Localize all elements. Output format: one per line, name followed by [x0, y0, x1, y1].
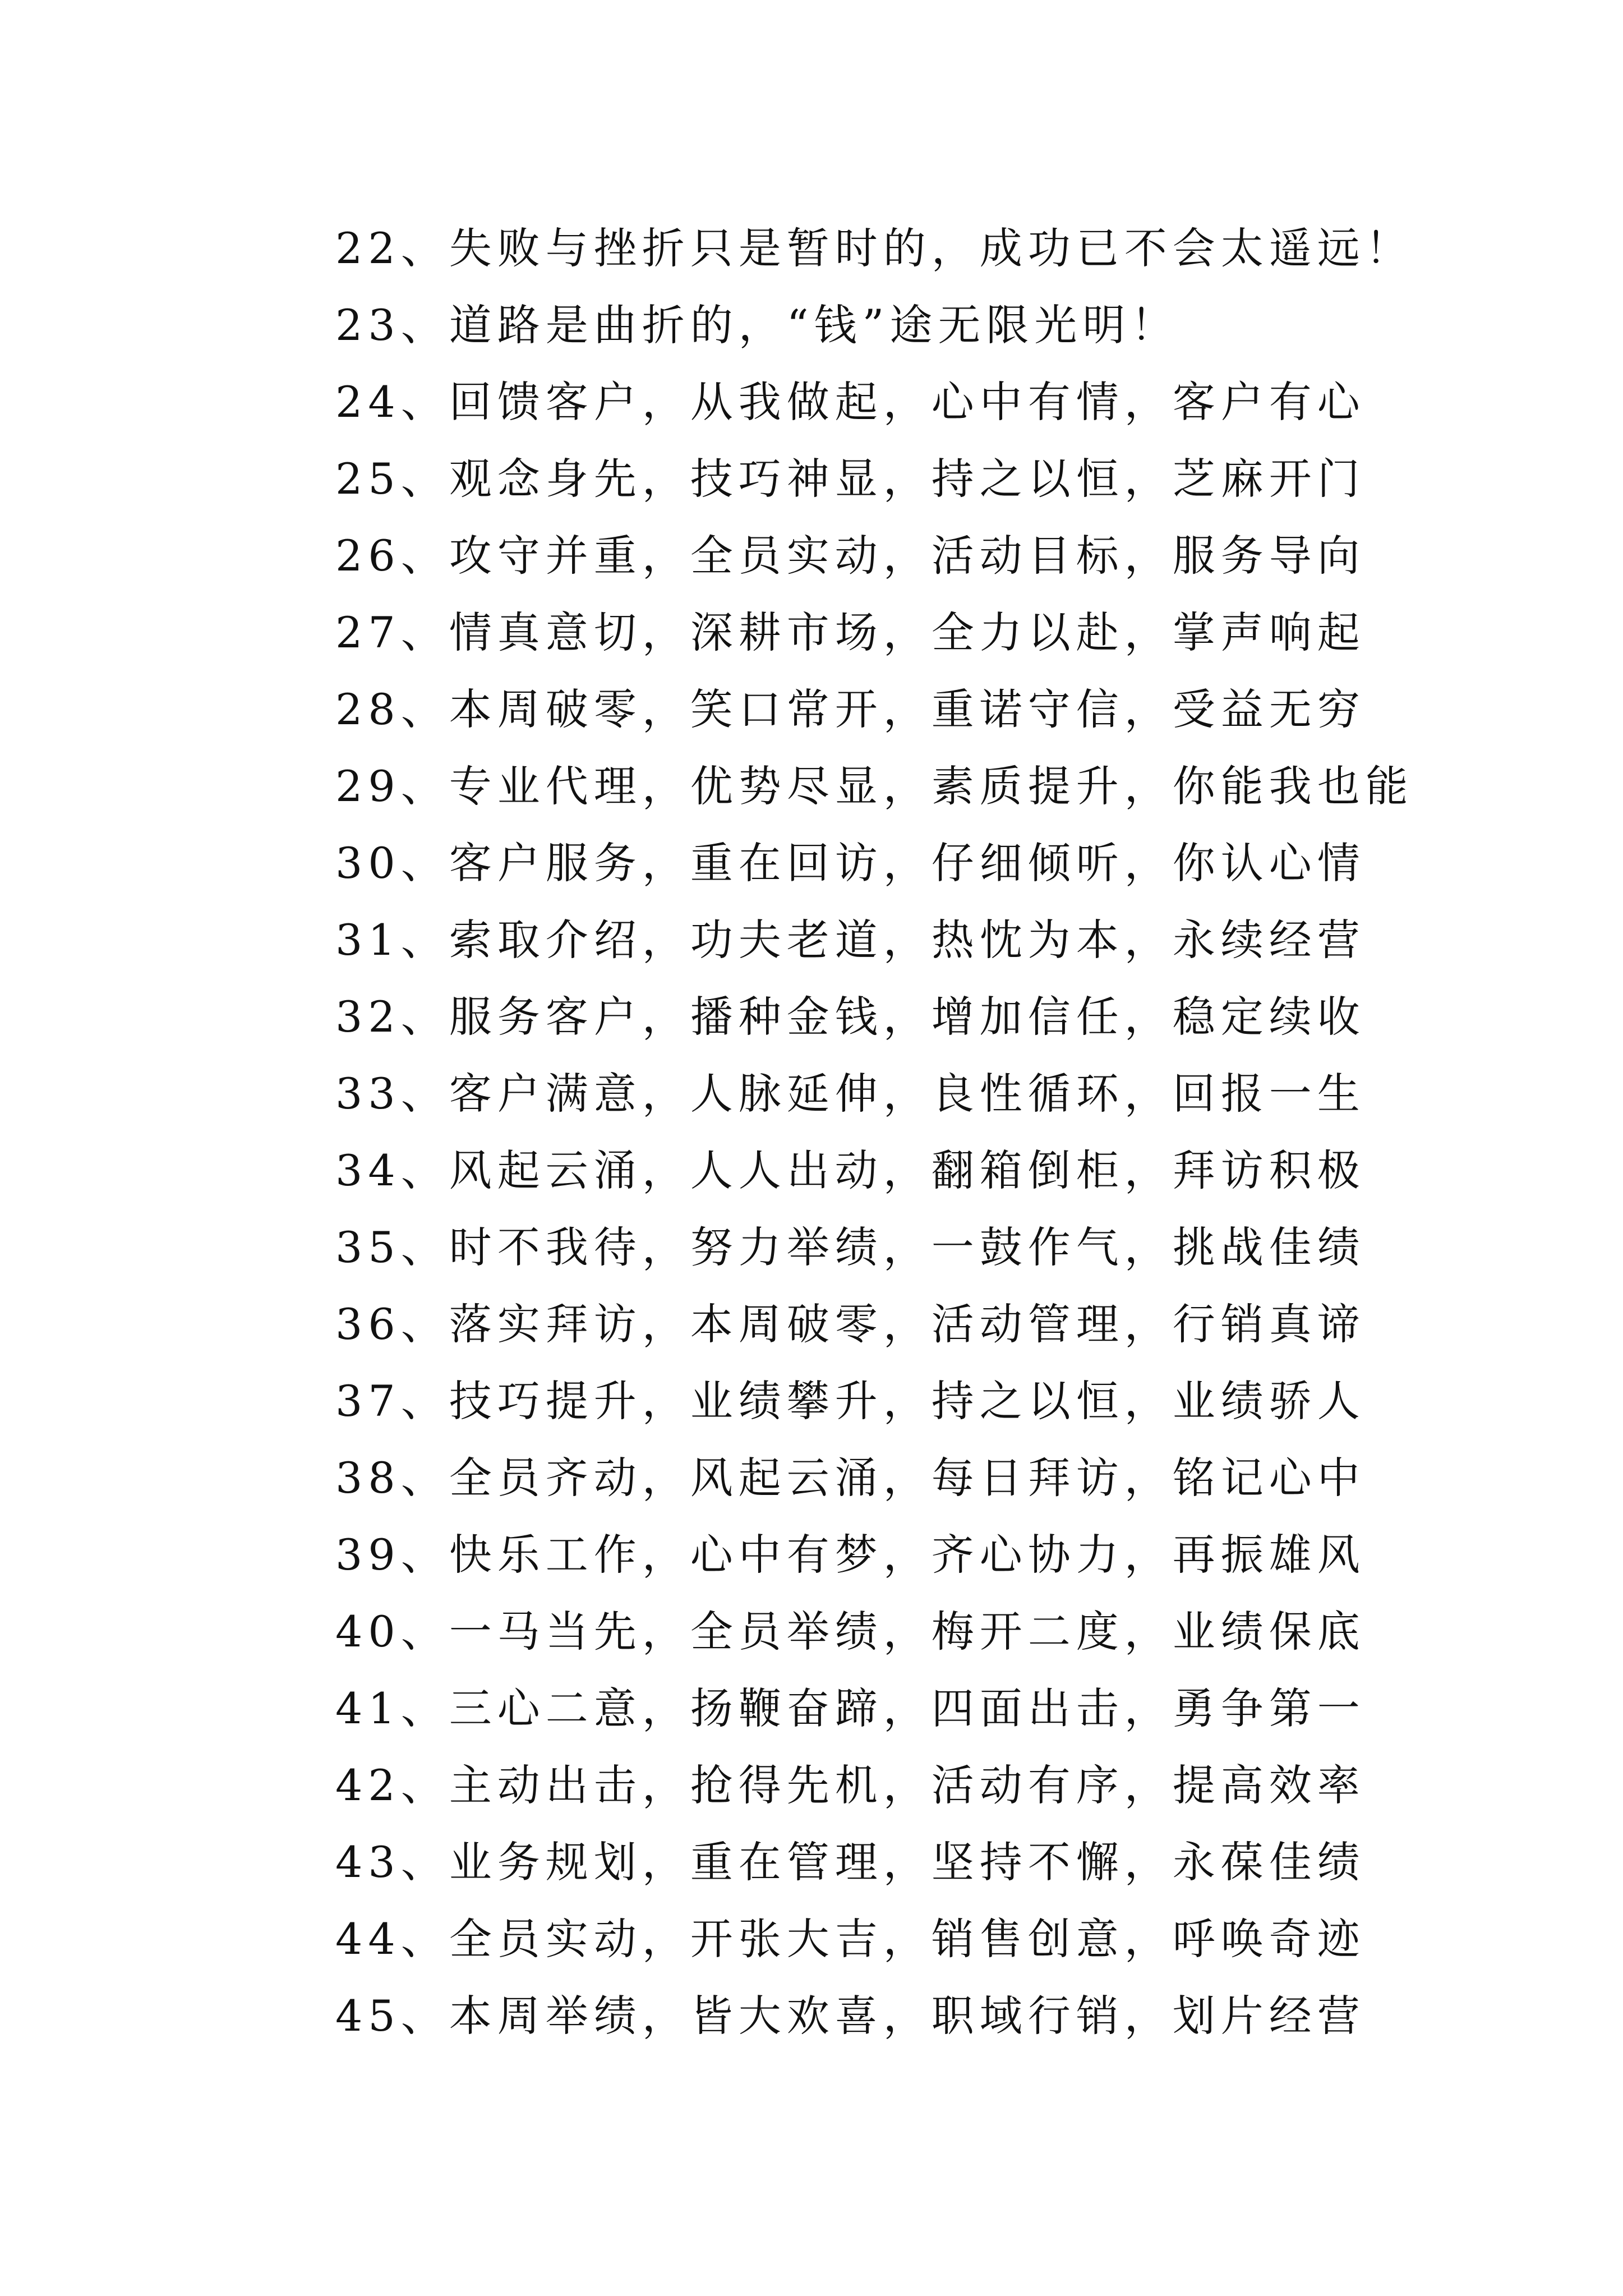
slogan-line: 29、专业代理，优势尽显，素质提升，你能我也能	[335, 761, 1414, 811]
slogan-line: 23、道路是曲折的，“钱”途无限光明！	[335, 300, 1179, 350]
slogan-line: 22、失败与挫折只是暂时的，成功已不会太遥远！	[335, 223, 1414, 273]
slogan-line: 28、本周破零，笑口常开，重诺守信，受益无穷	[335, 684, 1366, 734]
slogan-line: 45、本周举绩，皆大欢喜，职域行销，划片经营	[335, 1991, 1366, 2041]
slogan-line: 34、风起云涌，人人出动，翻箱倒柜，拜访积极	[335, 1145, 1366, 1195]
slogan-list	[335, 210, 1569, 2054]
slogan-line: 32、服务客户，播种金钱，增加信任，稳定续收	[335, 992, 1366, 1042]
slogan-line: 24、回馈客户，从我做起，心中有情，客户有心	[335, 377, 1366, 427]
slogan-line: 25、观念身先，技巧神显，持之以恒，芝麻开门	[335, 454, 1366, 504]
slogan-line: 31、索取介绍，功夫老道，热忱为本，永续经营	[335, 915, 1366, 965]
slogan-line: 39、快乐工作，心中有梦，齐心协力，再振雄风	[335, 1530, 1366, 1580]
slogan-line: 26、攻守并重，全员实动，活动目标，服务导向	[335, 531, 1366, 581]
slogan-line: 37、技巧提升，业绩攀升，持之以恒，业绩骄人	[335, 1376, 1366, 1426]
slogan-line: 42、主动出击，抢得先机，活动有序，提高效率	[335, 1760, 1366, 1810]
slogan-line: 33、客户满意，人脉延伸，良性循环，回报一生	[335, 1069, 1366, 1119]
slogan-line: 41、三心二意，扬鞭奋蹄，四面出击，勇争第一	[335, 1683, 1366, 1733]
slogan-line: 44、全员实动，开张大吉，销售创意，呼唤奇迹	[335, 1914, 1366, 1964]
slogan-line: 43、业务规划，重在管理，坚持不懈，永葆佳绩	[335, 1837, 1366, 1887]
slogan-line: 35、时不我待，努力举绩，一鼓作气，挑战佳绩	[335, 1222, 1366, 1272]
slogan-line: 27、情真意切，深耕市场，全力以赴，掌声响起	[335, 608, 1366, 657]
slogan-line: 38、全员齐动，风起云涌，每日拜访，铭记心中	[335, 1453, 1366, 1503]
slogan-line: 36、落实拜访，本周破零，活动管理，行销真谛	[335, 1299, 1366, 1349]
slogan-line: 30、客户服务，重在回访，仔细倾听，你认心情	[335, 838, 1366, 888]
slogan-line: 40、一马当先，全员举绩，梅开二度，业绩保底	[335, 1607, 1366, 1657]
